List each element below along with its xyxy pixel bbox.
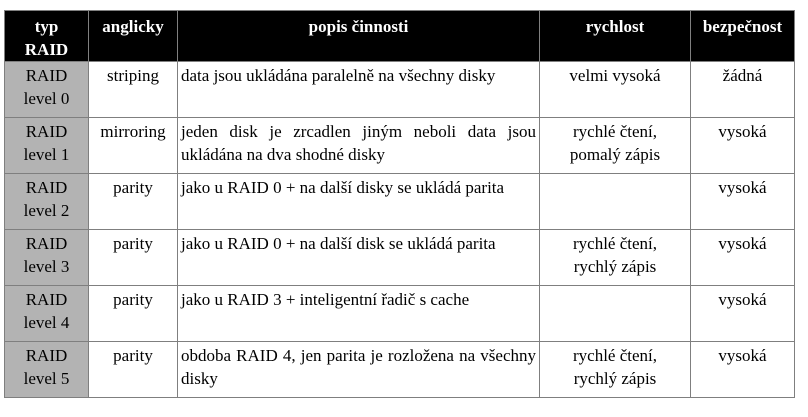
header-safety: bezpečnost bbox=[691, 11, 795, 62]
cell-safety: vysoká bbox=[691, 118, 795, 174]
cell-english: striping bbox=[89, 62, 178, 118]
cell-speed: rychlé čtení, pomalý zápis bbox=[540, 118, 691, 174]
cell-speed: velmi vysoká bbox=[540, 62, 691, 118]
cell-type: RAID level 5 bbox=[5, 342, 89, 398]
header-row bbox=[5, 11, 795, 62]
table-row bbox=[5, 118, 795, 174]
cell-safety: žádná bbox=[691, 62, 795, 118]
table-row bbox=[5, 342, 795, 398]
cell-type: RAID level 1 bbox=[5, 118, 89, 174]
cell-type: RAID level 3 bbox=[5, 230, 89, 286]
header-description: popis činnosti bbox=[178, 11, 540, 62]
header-english: anglicky bbox=[89, 11, 178, 62]
cell-safety: vysoká bbox=[691, 342, 795, 398]
cell-description: jeden disk je zrcadlen jiným neboli data jsou ukládána na dva shodné disky bbox=[178, 118, 540, 174]
cell-description: data jsou ukládána paralelně na všechny disky bbox=[178, 62, 540, 118]
cell-english: parity bbox=[89, 230, 178, 286]
cell-speed: rychlé čtení, rychlý zápis bbox=[540, 342, 691, 398]
cell-english: mirroring bbox=[89, 118, 178, 174]
cell-speed: rychlé čtení, rychlý zápis bbox=[540, 230, 691, 286]
table-row bbox=[5, 230, 795, 286]
cell-safety: vysoká bbox=[691, 286, 795, 342]
cell-english: parity bbox=[89, 286, 178, 342]
cell-description: jako u RAID 3 + inteligentní řadič s cache bbox=[178, 286, 540, 342]
cell-description: jako u RAID 0 + na další disky se ukládá parita bbox=[178, 174, 540, 230]
cell-description: jako u RAID 0 + na další disk se ukládá parita bbox=[178, 230, 540, 286]
cell-english: parity bbox=[89, 342, 178, 398]
header-speed: rychlost bbox=[540, 11, 691, 62]
cell-type: RAID level 2 bbox=[5, 174, 89, 230]
table-row bbox=[5, 62, 795, 118]
table-row bbox=[5, 174, 795, 230]
cell-safety: vysoká bbox=[691, 174, 795, 230]
cell-type: RAID level 0 bbox=[5, 62, 89, 118]
header-type: typ RAID bbox=[5, 11, 89, 62]
cell-type: RAID level 4 bbox=[5, 286, 89, 342]
cell-english: parity bbox=[89, 174, 178, 230]
raid-table-container bbox=[4, 10, 795, 398]
cell-speed bbox=[540, 286, 691, 342]
cell-speed bbox=[540, 174, 691, 230]
raid-levels-table bbox=[4, 10, 795, 398]
cell-description: obdoba RAID 4, jen parita je rozložena na všechny disky bbox=[178, 342, 540, 398]
table-row bbox=[5, 286, 795, 342]
cell-safety: vysoká bbox=[691, 230, 795, 286]
